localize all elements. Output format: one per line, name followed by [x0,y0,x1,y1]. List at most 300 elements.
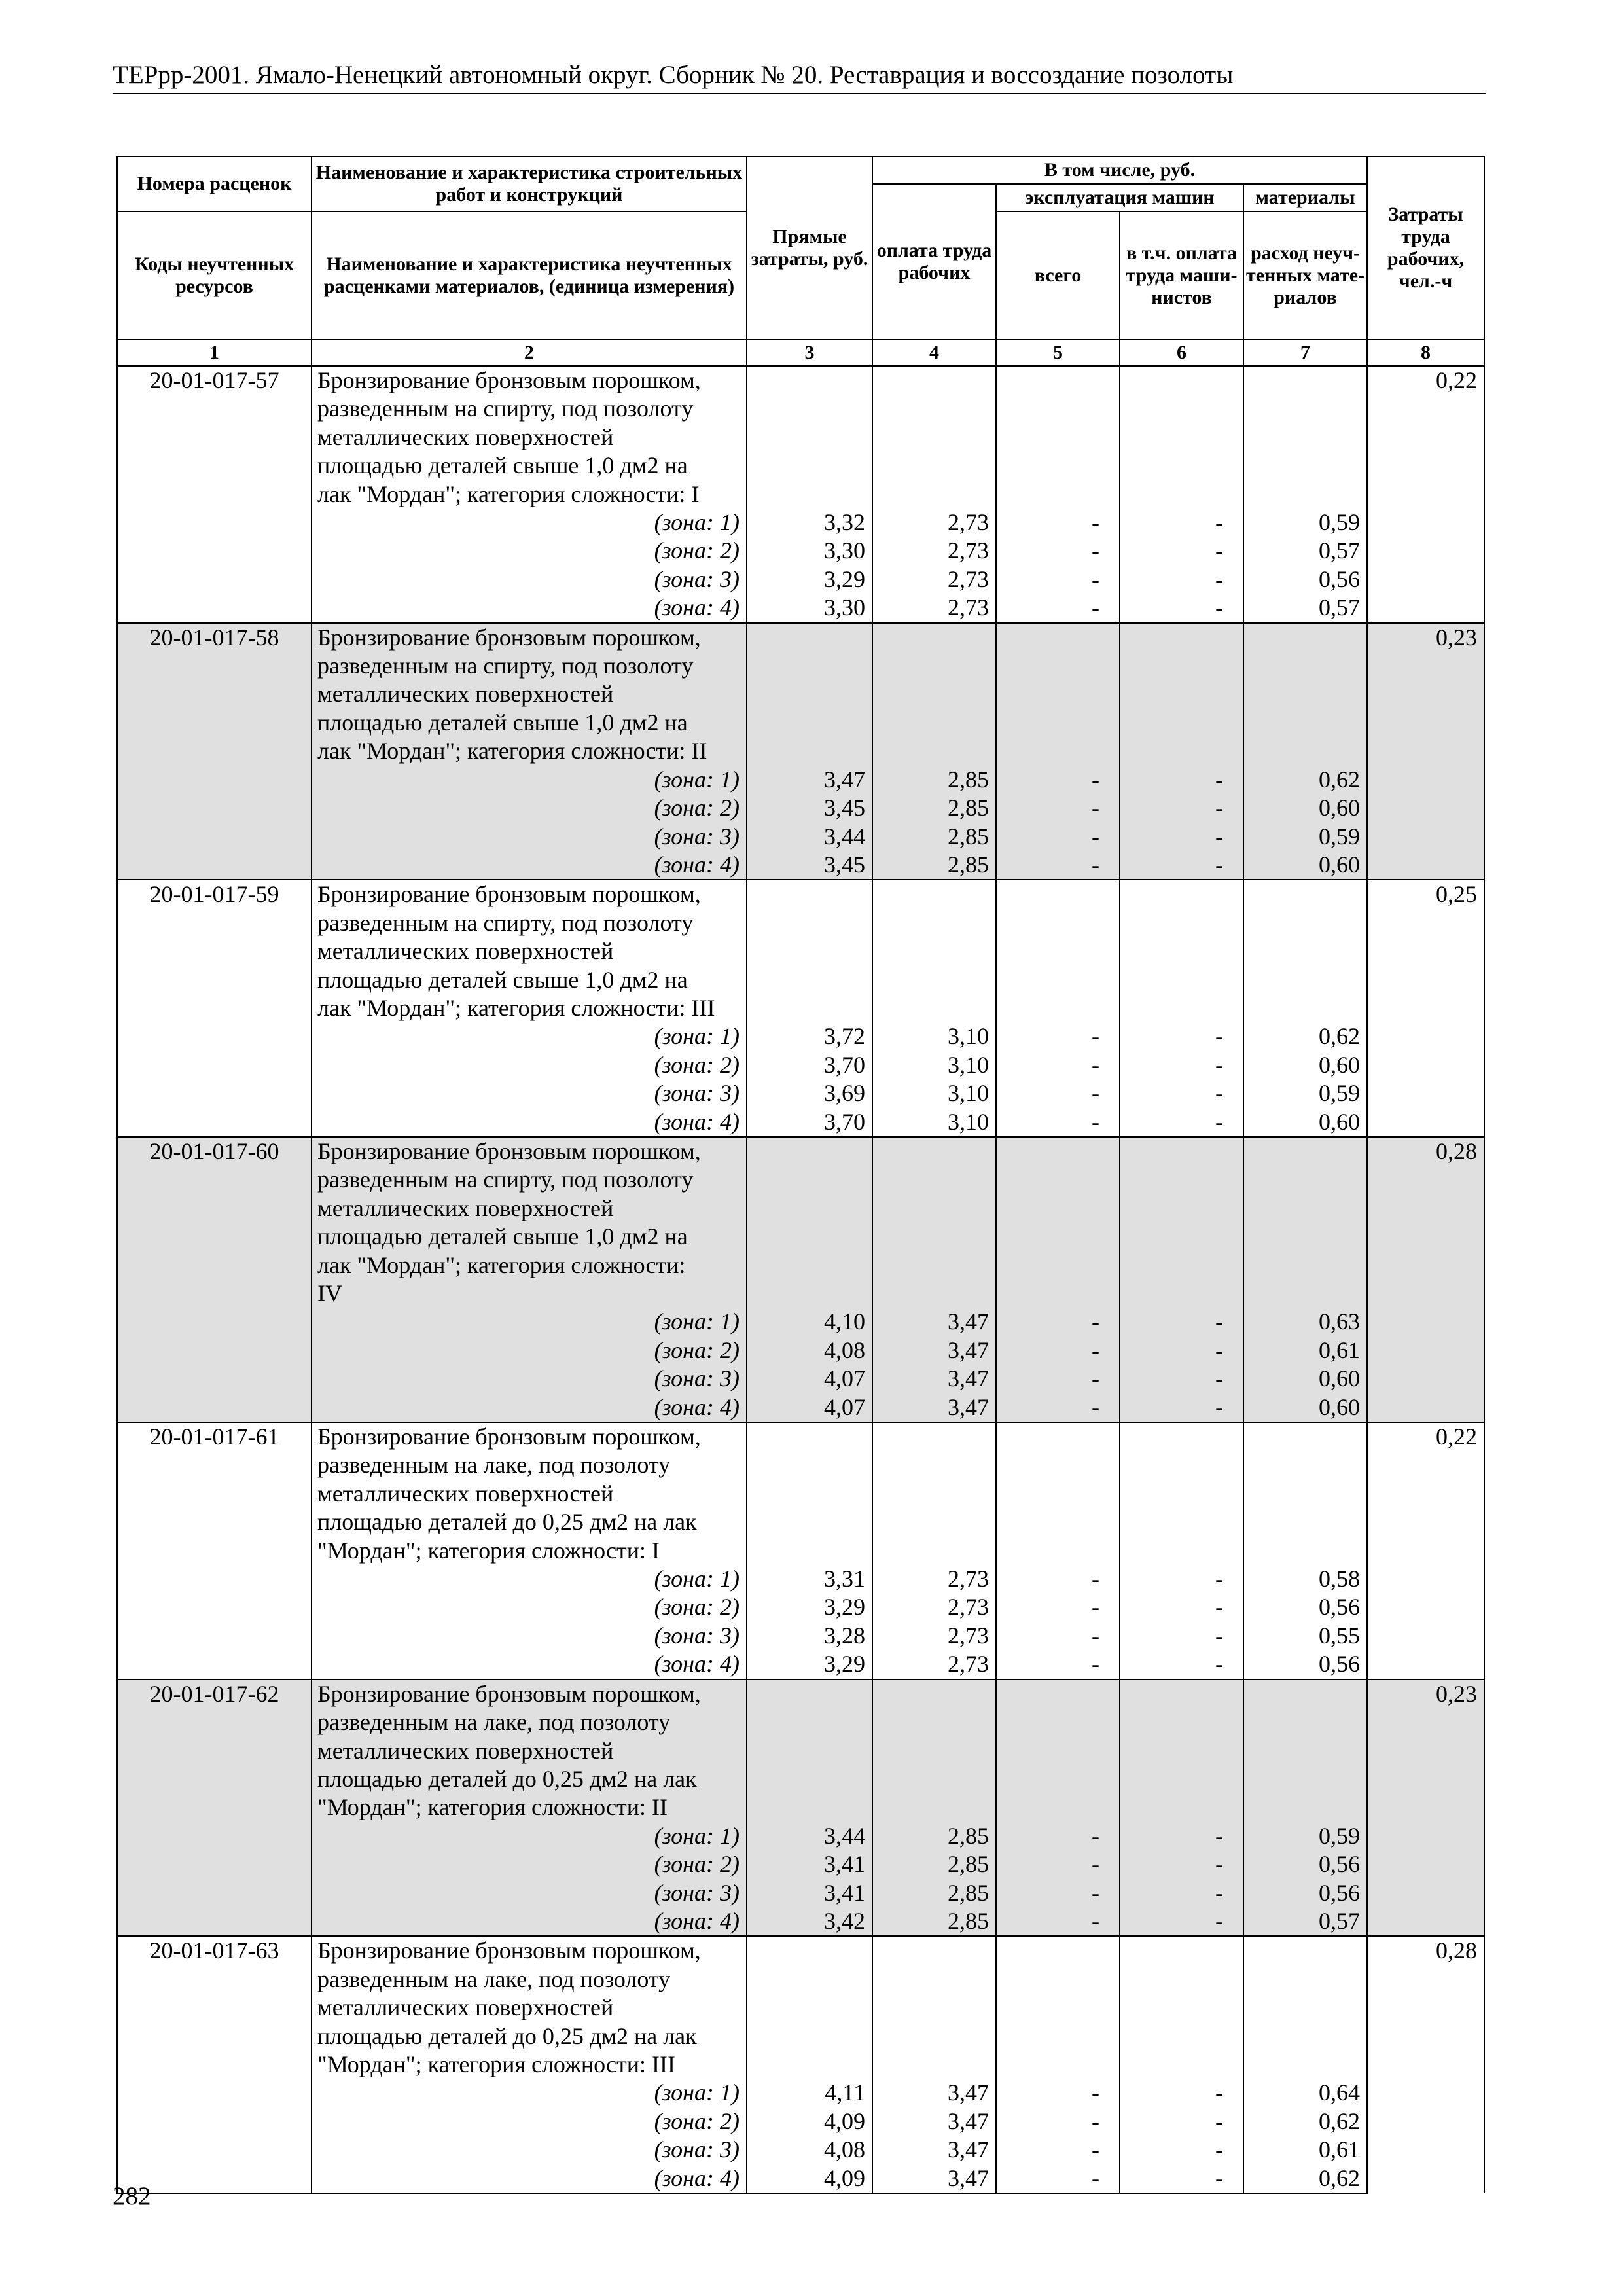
direct-cost: 3,42 [747,1907,872,1936]
machines-total: - [996,2079,1120,2107]
direct-cost: 3,44 [747,1822,872,1850]
zone-label: (зона: 3) [312,565,747,594]
machinist-wages: - [1120,2136,1243,2164]
empty-cell [1243,366,1367,509]
labor-cost: 0,23 [1367,623,1484,880]
column-number: 5 [996,340,1120,366]
empty-cell [117,766,312,794]
materials-cost: 0,63 [1243,1308,1367,1336]
worker-wages: 3,47 [872,1308,996,1336]
worker-wages: 2,85 [872,1879,996,1907]
table-row-zone [117,794,1484,822]
direct-cost: 4,09 [747,2164,872,2193]
rate-description [312,1422,747,1565]
description-line: металлических поверхностей [317,938,614,965]
machinist-wages: - [1120,1622,1243,1650]
zone-label: (зона: 2) [312,1336,747,1365]
description-line: Бронзирование бронзовым порошком, [317,1680,701,1707]
materials-cost: 0,59 [1243,509,1367,537]
page-number: 282 [113,2182,151,2210]
empty-cell [117,1650,312,1679]
zone-label: (зона: 1) [312,1308,747,1336]
direct-cost: 3,30 [747,537,872,565]
empty-cell [747,1936,872,2079]
head-col1-bottom: Коды неучтенных ресурсов [117,211,312,340]
worker-wages: 2,73 [872,509,996,537]
empty-cell [747,1679,872,1822]
materials-cost: 0,59 [1243,1822,1367,1850]
machines-total: - [996,565,1120,594]
empty-cell [747,1422,872,1565]
empty-cell [872,1422,996,1565]
table-row-zone [117,1565,1484,1593]
description-line: Бронзирование бронзовым порошком, [317,1138,701,1164]
table-row-zone [117,1393,1484,1422]
machinist-wages: - [1120,1822,1243,1850]
description-line: лак "Мордан"; категория сложности: III [317,994,715,1021]
machines-total: - [996,2136,1120,2164]
direct-cost: 3,29 [747,1650,872,1679]
materials-cost: 0,59 [1243,1079,1367,1107]
zone-label: (зона: 2) [312,1850,747,1878]
empty-cell [747,623,872,766]
machines-total: - [996,1850,1120,1878]
materials-cost: 0,62 [1243,2164,1367,2193]
worker-wages: 3,47 [872,2079,996,2107]
column-number: 7 [1243,340,1367,366]
direct-cost: 4,07 [747,1365,872,1393]
machinist-wages: - [1120,1650,1243,1679]
zone-label: (зона: 3) [312,1079,747,1107]
head-col1-top: Номера расценок [117,156,312,211]
materials-cost: 0,62 [1243,766,1367,794]
rate-code: 20-01-017-63 [117,1936,312,2079]
machines-total: - [996,1593,1120,1621]
empty-cell [1120,1137,1243,1308]
description-line: лак "Мордан"; категория сложности: II [317,738,707,764]
machinist-wages: - [1120,1365,1243,1393]
worker-wages: 3,47 [872,1393,996,1422]
description-line: металлических поверхностей [317,423,614,450]
machines-total: - [996,537,1120,565]
head-col3: Прямые затраты, руб. [747,156,872,340]
empty-cell [872,880,996,1022]
description-line: металлических поверхностей [317,1737,614,1764]
machinist-wages: - [1120,1393,1243,1422]
empty-cell [117,1850,312,1878]
materials-cost: 0,56 [1243,1850,1367,1878]
direct-cost: 3,41 [747,1879,872,1907]
table-row-zone [117,1022,1484,1050]
table-row-zone [117,823,1484,851]
column-number: 2 [312,340,747,366]
machines-total: - [996,1108,1120,1137]
table-row-description [117,880,1484,1022]
machines-total: - [996,509,1120,537]
direct-cost: 3,31 [747,1565,872,1593]
worker-wages: 2,73 [872,1650,996,1679]
table-row-zone [117,1850,1484,1878]
empty-cell [117,537,312,565]
description-line: "Мордан"; категория сложности: II [317,1794,668,1821]
machinist-wages: - [1120,2108,1243,2136]
description-line: разведенным на спирту, под позолоту [317,653,694,679]
table-row-zone [117,1079,1484,1107]
head-group-machines: эксплуатация машин [996,184,1243,211]
worker-wages: 3,10 [872,1108,996,1137]
rate-description [312,1679,747,1822]
worker-wages: 2,73 [872,1593,996,1621]
empty-cell [117,1365,312,1393]
table-row-zone [117,1336,1484,1365]
empty-cell [117,823,312,851]
table-row-zone [117,1622,1484,1650]
machinist-wages: - [1120,1022,1243,1050]
machines-total: - [996,2164,1120,2193]
zone-label: (зона: 3) [312,1365,747,1393]
rate-description [312,623,747,766]
table-row-description [117,623,1484,766]
labor-cost: 0,22 [1367,366,1484,623]
empty-cell [872,1679,996,1822]
table-row-zone [117,594,1484,622]
column-number: 3 [747,340,872,366]
table-row-zone [117,2108,1484,2136]
zone-label: (зона: 1) [312,766,747,794]
machines-total: - [996,823,1120,851]
labor-cost: 0,25 [1367,880,1484,1137]
rate-code: 20-01-017-57 [117,366,312,509]
description-line: металлических поверхностей [317,1994,614,2021]
materials-cost: 0,56 [1243,1650,1367,1679]
zone-label: (зона: 1) [312,1565,747,1593]
materials-cost: 0,60 [1243,851,1367,880]
zone-label: (зона: 4) [312,1393,747,1422]
description-line: Бронзирование бронзовым порошком, [317,881,701,908]
machinist-wages: - [1120,1907,1243,1936]
empty-cell [117,1565,312,1593]
materials-cost: 0,61 [1243,1336,1367,1365]
machinist-wages: - [1120,1593,1243,1621]
direct-cost: 4,10 [747,1308,872,1336]
direct-cost: 3,32 [747,509,872,537]
description-line: Бронзирование бронзовым порошком, [317,1424,701,1450]
description-line: площадью деталей свыше 1,0 дм2 на [317,966,688,993]
empty-cell [996,623,1120,766]
worker-wages: 2,85 [872,794,996,822]
empty-cell [1120,1422,1243,1565]
description-line: площадью деталей до 0,25 дм2 на лак [317,1509,697,1535]
labor-cost: 0,28 [1367,1137,1484,1422]
machinist-wages: - [1120,1565,1243,1593]
zone-label: (зона: 3) [312,823,747,851]
worker-wages: 3,47 [872,1365,996,1393]
head-col2-top: Наименование и характеристика строительных работ и конструкций [312,156,747,211]
head-group-incl: В том числе, руб. [872,156,1367,184]
table-body [117,366,1484,2193]
machinist-wages: - [1120,794,1243,822]
table-row-zone [117,509,1484,537]
machines-total: - [996,1907,1120,1936]
rate-code: 20-01-017-62 [117,1679,312,1822]
direct-cost: 3,70 [747,1051,872,1079]
direct-cost: 3,69 [747,1079,872,1107]
machinist-wages: - [1120,823,1243,851]
worker-wages: 2,85 [872,1822,996,1850]
zone-label: (зона: 4) [312,1650,747,1679]
zone-label: (зона: 4) [312,1907,747,1936]
labor-cost: 0,23 [1367,1679,1484,1937]
empty-cell [747,366,872,509]
empty-cell [996,1679,1120,1822]
zone-label: (зона: 2) [312,1051,747,1079]
materials-cost: 0,61 [1243,2136,1367,2164]
machines-total: - [996,794,1120,822]
machines-total: - [996,1365,1120,1393]
machinist-wages: - [1120,1336,1243,1365]
table-row-description [117,1936,1484,2079]
machines-total: - [996,1650,1120,1679]
table-row-zone [117,1650,1484,1679]
empty-cell [117,2079,312,2107]
column-number: 8 [1367,340,1484,366]
empty-cell [1120,1936,1243,2079]
column-number: 1 [117,340,312,366]
description-line: лак "Мордан"; категория сложности: [317,1251,686,1278]
empty-cell [1243,880,1367,1022]
column-number: 4 [872,340,996,366]
head-col7: расход неуч-тенных мате-риалов [1243,211,1367,340]
materials-cost: 0,58 [1243,1565,1367,1593]
worker-wages: 3,47 [872,2108,996,2136]
rate-code: 20-01-017-58 [117,623,312,766]
machines-total: - [996,1079,1120,1107]
empty-cell [872,1936,996,2079]
empty-cell [996,1137,1120,1308]
empty-cell [1120,623,1243,766]
machinist-wages: - [1120,1108,1243,1137]
materials-cost: 0,57 [1243,1907,1367,1936]
empty-cell [117,2108,312,2136]
rate-description [312,1137,747,1308]
empty-cell [996,880,1120,1022]
empty-cell [117,1336,312,1365]
direct-cost: 3,45 [747,794,872,822]
description-line: металлических поверхностей [317,681,614,708]
machinist-wages: - [1120,594,1243,622]
machinist-wages: - [1120,1879,1243,1907]
table-row-zone [117,1365,1484,1393]
materials-cost: 0,62 [1243,1022,1367,1050]
description-line: площадью деталей до 0,25 дм2 на лак [317,2022,697,2049]
description-line: разведенным на лаке, под позолоту [317,1965,671,1992]
machines-total: - [996,1879,1120,1907]
direct-cost: 3,30 [747,594,872,622]
machines-total: - [996,1051,1120,1079]
worker-wages: 2,73 [872,594,996,622]
empty-cell [872,623,996,766]
zone-label: (зона: 4) [312,851,747,880]
worker-wages: 3,10 [872,1022,996,1050]
table-row-zone [117,1308,1484,1336]
zone-label: (зона: 2) [312,537,747,565]
head-col4: оплата труда рабочих [872,184,996,340]
table-row-zone [117,1593,1484,1621]
empty-cell [117,509,312,537]
rate-description [312,366,747,509]
table-row-description [117,366,1484,509]
page-header-title: ТЕРрр-2001. Ямало-Ненецкий автономный округ. Сборник № 20. Реставрация и воссоздание позолоты [113,61,1234,89]
machinist-wages: - [1120,2079,1243,2107]
worker-wages: 3,47 [872,2136,996,2164]
description-line: разведенным на спирту, под позолоту [317,395,694,422]
description-line: Бронзирование бронзовым порошком, [317,624,701,651]
worker-wages: 2,85 [872,823,996,851]
empty-cell [117,1308,312,1336]
zone-label: (зона: 2) [312,794,747,822]
machines-total: - [996,594,1120,622]
empty-cell [117,851,312,880]
empty-cell [117,1879,312,1907]
machinist-wages: - [1120,1308,1243,1336]
rate-description [312,880,747,1022]
machines-total: - [996,1308,1120,1336]
machinist-wages: - [1120,851,1243,880]
materials-cost: 0,56 [1243,1879,1367,1907]
table-row-zone [117,1822,1484,1850]
direct-cost: 3,70 [747,1108,872,1137]
empty-cell [996,1936,1120,2079]
direct-cost: 3,29 [747,1593,872,1621]
empty-cell [1243,1936,1367,2079]
empty-cell [117,565,312,594]
empty-cell [996,1422,1120,1565]
rate-description [312,1936,747,2079]
direct-cost: 3,44 [747,823,872,851]
rates-table [116,156,1485,2194]
machines-total: - [996,1622,1120,1650]
materials-cost: 0,60 [1243,1365,1367,1393]
table-head [117,156,1484,366]
description-line: металлических поверхностей [317,1480,614,1507]
empty-cell [747,880,872,1022]
machines-total: - [996,1022,1120,1050]
worker-wages: 3,10 [872,1079,996,1107]
column-number: 6 [1120,340,1243,366]
zone-label: (зона: 3) [312,1879,747,1907]
empty-cell [117,1022,312,1050]
labor-cost: 0,28 [1367,1936,1484,2193]
empty-cell [872,1137,996,1308]
machinist-wages: - [1120,509,1243,537]
table-row-zone [117,2164,1484,2193]
empty-cell [117,794,312,822]
worker-wages: 2,85 [872,766,996,794]
machinist-wages: - [1120,1051,1243,1079]
table-row-zone [117,1907,1484,1936]
machinist-wages: - [1120,2164,1243,2193]
machinist-wages: - [1120,766,1243,794]
materials-cost: 0,64 [1243,2079,1367,2107]
table-row-zone [117,565,1484,594]
machinist-wages: - [1120,1850,1243,1878]
description-line: Бронзирование бронзовым порошком, [317,367,701,393]
materials-cost: 0,60 [1243,1108,1367,1137]
empty-cell [117,1822,312,1850]
empty-cell [117,1593,312,1621]
description-line: металлических поверхностей [317,1194,614,1221]
head-group-materials: материалы [1243,184,1367,211]
zone-label: (зона: 1) [312,509,747,537]
direct-cost: 4,08 [747,1336,872,1365]
machinist-wages: - [1120,537,1243,565]
worker-wages: 2,85 [872,1907,996,1936]
description-line: площадью деталей свыше 1,0 дм2 на [317,452,688,479]
worker-wages: 2,73 [872,1622,996,1650]
materials-cost: 0,55 [1243,1622,1367,1650]
description-line: IV [317,1280,342,1306]
table-row-zone [117,2136,1484,2164]
column-numbers-row [117,340,1484,366]
rate-code: 20-01-017-61 [117,1422,312,1565]
direct-cost: 4,11 [747,2079,872,2107]
direct-cost: 4,08 [747,2136,872,2164]
labor-cost: 0,22 [1367,1422,1484,1679]
machines-total: - [996,766,1120,794]
direct-cost: 4,07 [747,1393,872,1422]
head-col5: всего [996,211,1120,340]
direct-cost: 3,45 [747,851,872,880]
direct-cost: 4,09 [747,2108,872,2136]
worker-wages: 2,73 [872,565,996,594]
description-line: площадью деталей свыше 1,0 дм2 на [317,709,688,736]
empty-cell [996,366,1120,509]
machines-total: - [996,2108,1120,2136]
direct-cost: 3,47 [747,766,872,794]
materials-cost: 0,56 [1243,1593,1367,1621]
empty-cell [1243,1422,1367,1565]
zone-label: (зона: 2) [312,1593,747,1621]
zone-label: (зона: 1) [312,2079,747,2107]
description-line: Бронзирование бронзовым порошком, [317,1937,701,1964]
empty-cell [117,1079,312,1107]
empty-cell [117,1622,312,1650]
machines-total: - [996,851,1120,880]
materials-cost: 0,60 [1243,794,1367,822]
table-row-description [117,1679,1484,1822]
zone-label: (зона: 2) [312,2108,747,2136]
machinist-wages: - [1120,1079,1243,1107]
worker-wages: 2,73 [872,537,996,565]
zone-label: (зона: 4) [312,2164,747,2193]
empty-cell [117,594,312,622]
table-row-zone [117,1879,1484,1907]
machines-total: - [996,1565,1120,1593]
worker-wages: 2,73 [872,1565,996,1593]
table-row-zone [117,766,1484,794]
table-row-description [117,1137,1484,1308]
empty-cell [117,1907,312,1936]
description-line: "Мордан"; категория сложности: I [317,1537,660,1564]
empty-cell [1120,1679,1243,1822]
rate-code: 20-01-017-60 [117,1137,312,1308]
zone-label: (зона: 3) [312,1622,747,1650]
table-row-zone [117,1051,1484,1079]
rate-code: 20-01-017-59 [117,880,312,1022]
description-line: разведенным на спирту, под позолоту [317,909,694,936]
worker-wages: 2,85 [872,1850,996,1878]
materials-cost: 0,60 [1243,1393,1367,1422]
